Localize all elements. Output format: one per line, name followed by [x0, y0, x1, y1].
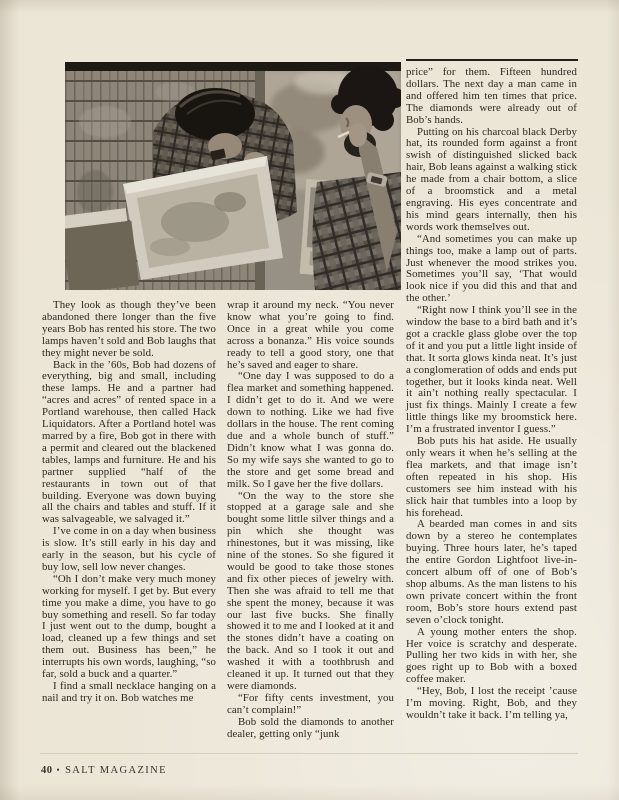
paragraph: “For fifty cents investment, you can’t complain!”	[227, 691, 394, 716]
paragraph: “Hey, Bob, I lost the receipt ’cause I’m moving. Right, Bob, and they wouldn’t take it back. I’m telling ya,	[406, 685, 577, 721]
paragraph: “Right now I think you’ll see in the window the base to a bird bath and it’s got a crackle glass globe over the top of it and you put a little light inside of that. It sorta glows kinda neat. It’s just a conglomeration of odds and ends put together, but it looks kinda neat. Well it ain’t nothing really spectacular. I just fix things. Mainly I create a few little things like my broomstick here. I’m a frustrated inventor I guess.”	[406, 304, 578, 436]
paragraph: Back in the ’60s, Bob had dozens of everything, big and small, including these lamps. He and a partner had “acres and acres” of rented space in a Portland warehouse, then called Hack Liquidators. After a Portland hotel was marred by a fire, Bob got in there with a permit and cleared out the blackened tables, lamps and furniture. He and his partner supplied “half of the restaurants in town out of that building. Everyone was down buying all the chairs and tables and stuff. If it was salvageable, we salvaged it.”	[42, 358, 216, 526]
paragraph: They look as though they’ve been abandoned there longer than the five years Bob has rented his store. The two lamps haven’t sold and Bob laughs that they might never be sold.	[42, 299, 217, 359]
paragraph: A bearded man comes in and sits down by a stereo he contemplates buying. Three hours later, he’s taped the entire Gordon Lightfoot live-in-concert album off of one of Bob’s shop albums. As the man listens to his own private concert within the front room, Bob’s store hours extend past seven o’clock tonight.	[406, 518, 577, 626]
page-number: 40	[41, 765, 53, 776]
paragraph: Bob puts his hat aside. He usually only wears it when he’s selling at the flea markets, and that image isn’t often repeated in his shop. His customers see him instead with his slick hair that tumbles into a loop by his forehead.	[406, 435, 577, 519]
paragraph: Bob sold the diamonds to another dealer, getting only “junk	[227, 715, 394, 740]
column-top-rule	[406, 59, 578, 61]
article-column-left	[42, 300, 216, 705]
footer-bullet: •	[56, 765, 62, 775]
paragraph: wrap it around my neck. “You never know what you’re going to find. Once in a great while you come across a bonanza.” His voice sounds ready to tell a good story, one that he’s saved and eager to share.	[227, 299, 394, 371]
paragraph: Putting on his charcoal black Derby hat, its rounded form against a front swish of distinguished slicked back hair, Bob leans against a walking stick he made from a chair bottom, a slice of a broomstick and a metal engraving. His eyes concentrate and his mind gears internally, then his words work themselves out.	[406, 125, 577, 233]
footer-rule	[40, 753, 578, 754]
paragraph: “And sometimes you can make up things too, make a lamp out of parts. Just whenever the mood strikes you. Sometimes you’ll say, ‘That would look nice if you did this and that and the other.’	[406, 232, 577, 305]
paragraph: “On the way to the store she stopped at a garage sale and she bought some little silver things and a pin which she thought was rhinestones, but it was missing, like nine of the stones. So she figured it would be good to take those stones and fix other pieces of jewelry with. Then she was afraid to tell me that she spent the money, because it was our last five bucks. She finally showed it to me and I looked at it and the stones didn’t have a coating on the back. And so I took it out and washed it with a toothbrush and cleaned it up. It turned out that they were diamonds.	[227, 489, 394, 692]
photo-two-men-examining-print	[65, 62, 401, 290]
paragraph: price” for them. Fifteen hundred dollars. The next day a man came in and offered him ten times that price. The diamonds were already out of Bob’s hands.	[406, 66, 577, 126]
photo-image	[65, 62, 401, 290]
paragraph: A young mother enters the shop. Her voice is scratchy and desperate. Pulling her two kids in with her, she goes right up to Bob with a boxed coffee maker.	[406, 625, 577, 686]
page-footer	[41, 765, 167, 776]
paragraph: I find a small necklace hanging on a nail and try it on. Bob watches me	[42, 680, 216, 704]
magazine-name: SALT MAGAZINE	[65, 765, 167, 776]
article-column-right	[406, 67, 577, 722]
article-column-middle	[227, 300, 394, 741]
paragraph: I’ve come in on a day when business is slow. It’s still early in his day and early in the season, but his cycle of buy low, sell low never changes.	[42, 525, 216, 573]
paragraph: “Oh I don’t make very much money working for myself. I get by. But every time you make a dime, you have to go buy something and resell. So far today I just went out to the dump, bought a load, cleaned up a few things and set them out. Business has been,” he interrupts his own words, laughing, “so far, sold a buck and a quarter.”	[42, 572, 216, 681]
paragraph: “One day I was supposed to do a flea market and something happened. I didn’t get to do it. And we were down to nothing. Like we had five dollars in the house. The rent coming due and a whole bunch of stuff.” Didn’t know what I was gonna do. So my wife says she wanted to go to the store and get some bread and milk. So I gave her the five dollars.	[227, 370, 394, 490]
